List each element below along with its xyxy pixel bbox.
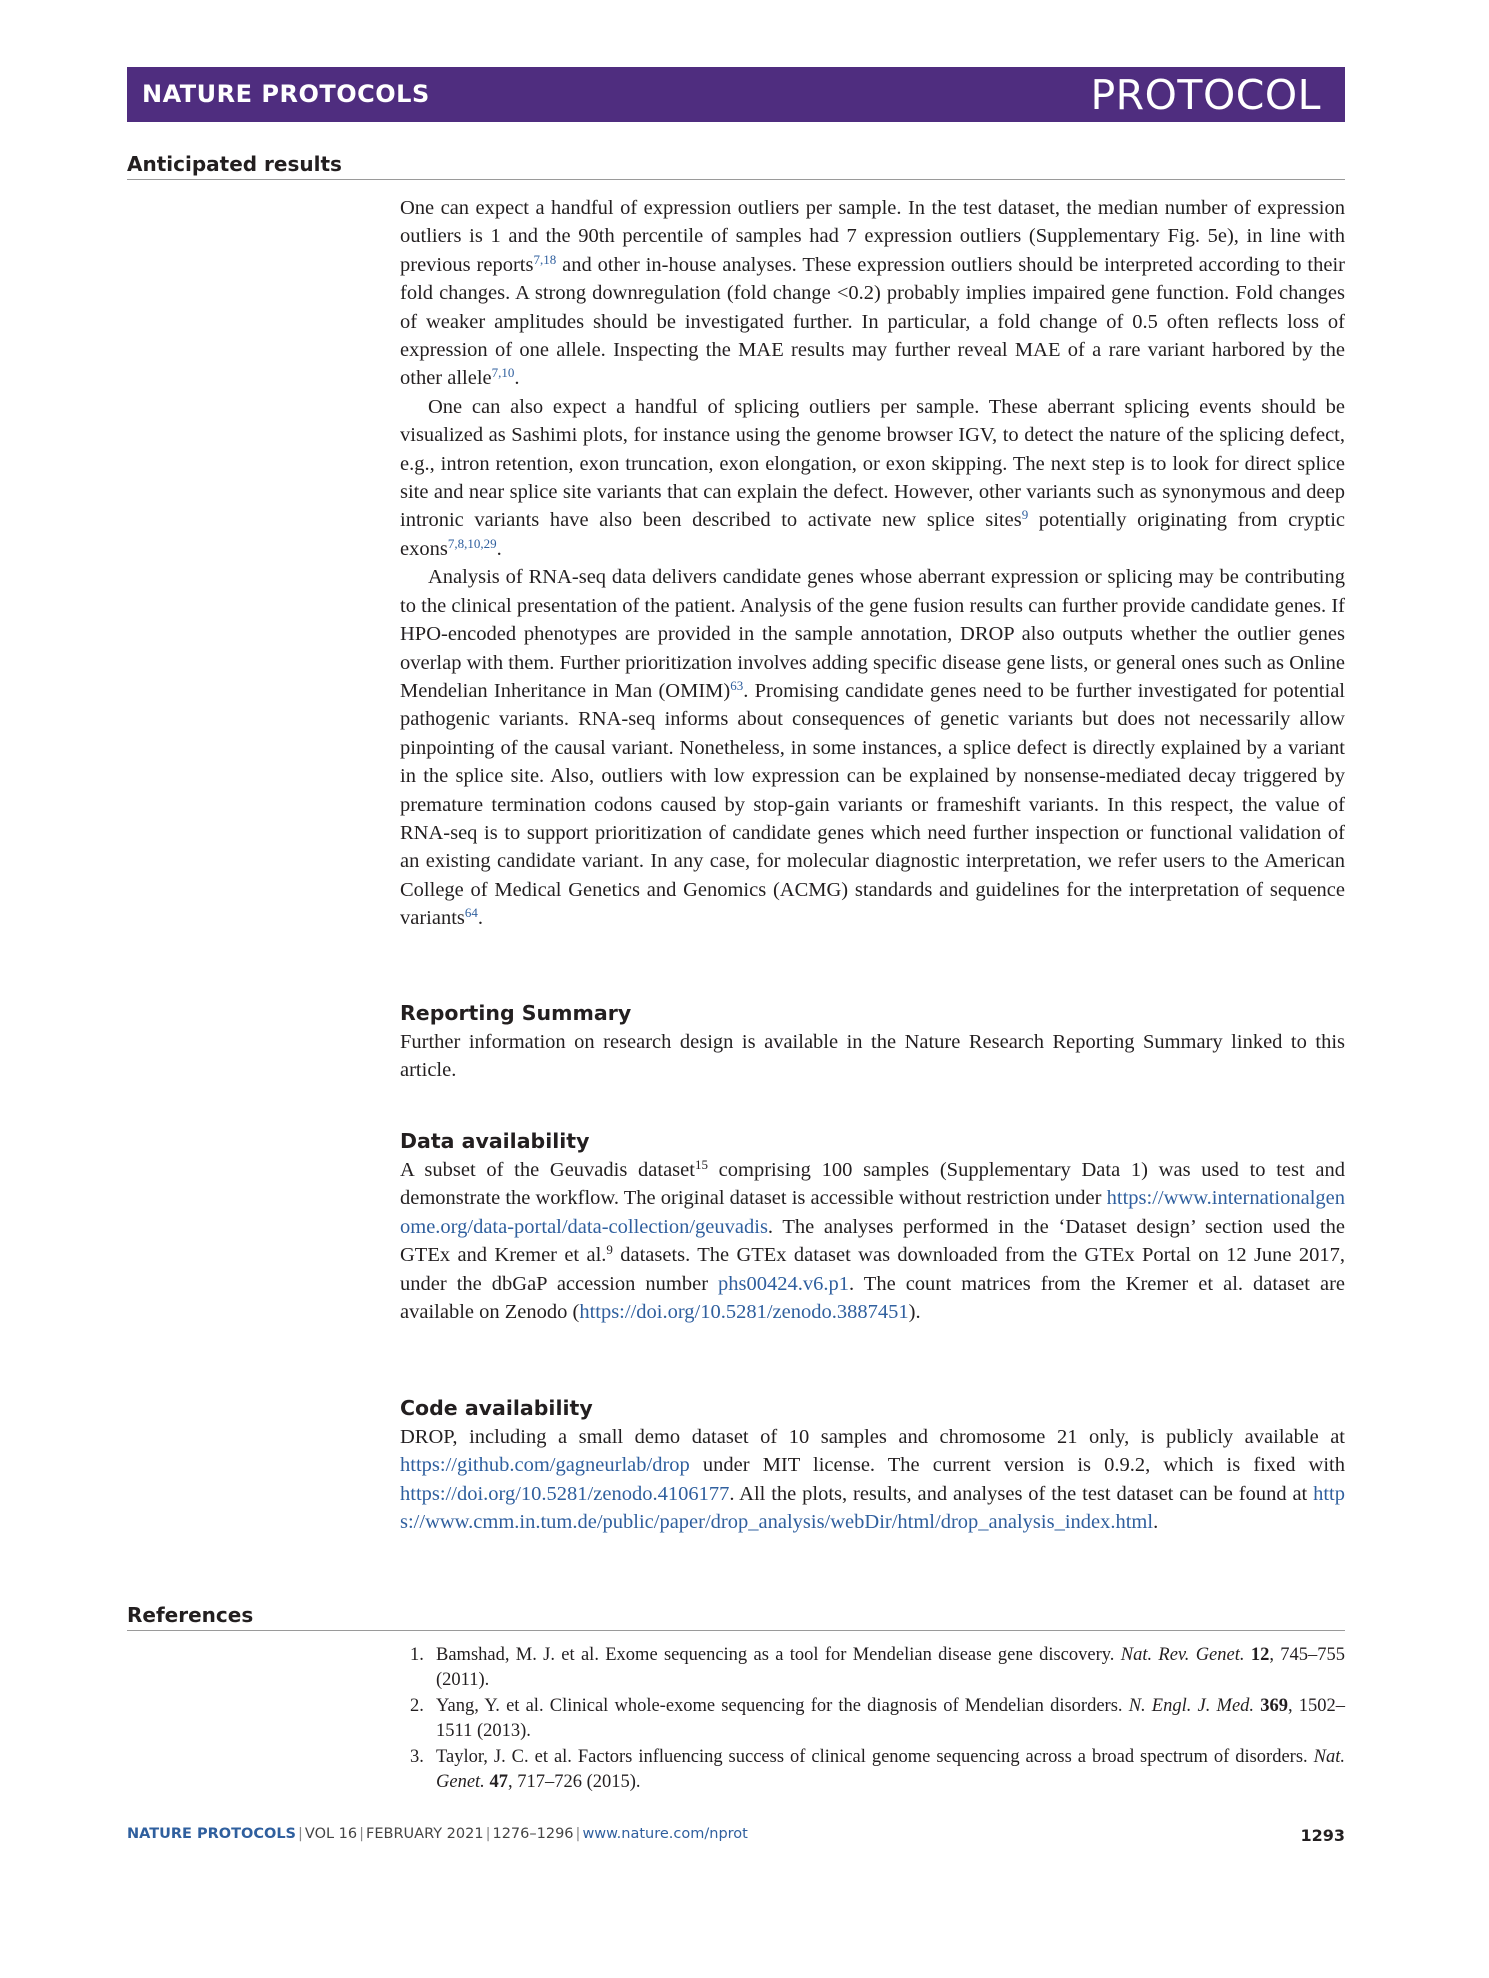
reporting-summary-section [400, 1001, 1345, 1085]
anticipated-results-body [400, 194, 1345, 933]
journal-name: NATURE PROTOCOLS [142, 80, 430, 108]
reporting-summary-heading: Reporting Summary [400, 1001, 632, 1025]
reference-item: 3. Taylor, J. C. et al. Factors influencing success of clinical genome sequencing across a broad spectrum of disorders. Nat. Genet. 47, 717–726 (2015). [410, 1747, 1345, 1792]
data-availability-section [400, 1129, 1345, 1326]
code-availability-heading: Code availability [400, 1396, 593, 1420]
reference-item: 1. Bamshad, M. J. et al. Exome sequencing as a tool for Mendelian disease gene discovery. Nat. Rev. Genet. 12, 745–755 (2011). [410, 1645, 1345, 1690]
anticipated-results-heading: Anticipated results [127, 152, 1345, 180]
references-list [410, 1643, 1345, 1796]
citation-link[interactable]: 7,8,10,29 [447, 535, 497, 551]
citation-link[interactable]: 9 [1021, 507, 1029, 523]
article-type: PROTOCOL [1090, 71, 1321, 119]
paragraph-splicing-outliers: One can also expect a handful of splicing outliers per sample. These aberrant splicing events should be visualized as Sashimi plots, for instance using the genome browser IGV, to detect the nature of the splicing defect, e.g., intron retention, exon truncation, exon elongation, or exon skipping. The next step is to look for direct splice site and near splice site variants that can explain the defect. However, other variants such as synonymous and deep intronic variants have also been described to activate new splice sites$^9$ potentially originating from cryptic exons$^{7,8,10,29}$. [400, 395, 1345, 560]
footer-volume: VOL 16 [304, 1826, 358, 1842]
page-footer: NATURE PROTOCOLS | VOL 16 | FEBRUARY 2021 | 1276–1296 | www.nature.com/nprot 1293 [127, 1826, 1345, 1845]
reference-item: 2. Yang, Y. et al. Clinical whole-exome sequencing for the diagnosis of Mendelian disorders. N. Engl. J. Med. 369, 1502–1511 (2013). [410, 1696, 1346, 1741]
dbgap-accession-link[interactable]: phs00424.v6.p1 [718, 1272, 850, 1295]
data-availability-text: A subset of the Geuvadis dataset$^{15}$ comprising 100 samples (Supplementary Data 1) was used to test and demonstrate the workflow. The original dataset is accessible without restriction under https://www.internationalgenome.org/data-portal/data-collection/geuvadis. The analyses performed in the ‘Dataset design’ section used the GTEx and Kremer et al.$^9$ datasets. The GTEx dataset was downloaded from the GTEx Portal on 12 June 2017, under the dbGaP accession number phs00424.v6.p1. The count matrices from the Kremer et al. dataset are available on Zenodo (https://doi.org/10.5281/zenodo.3887451). [400, 1157, 1346, 1324]
footer-url[interactable]: www.nature.com/nprot [582, 1826, 748, 1842]
footer-journal: NATURE PROTOCOLS [127, 1826, 297, 1842]
journal-header-bar [127, 67, 1345, 122]
zenodo-code-link[interactable]: https://doi.org/10.5281/zenodo.4106177 [400, 1482, 730, 1505]
references-heading: References [127, 1603, 1345, 1631]
paragraph-candidate-genes: Analysis of RNA-seq data delivers candidate genes whose aberrant expression or splicing may be contributing to the clinical presentation of the patient. Analysis of the gene fusion results can further provide candidate genes. If HPO-encoded phenotypes are provided in the sample annotation, DROP also outputs whether the outlier genes overlap with them. Further prioritization involves adding specific disease gene lists, or general ones such as Online Mendelian Inheritance in Man (OMIM)$^{63}$. Promising candidate genes need to be further investigated for potential pathogenic variants. RNA-seq informs about consequences of genetic variants but does not necessarily allow pinpointing of the causal variant. Nonetheless, in some instances, a splice defect is directly explained by a variant in the splice site. Also, outliers with low expression can be explained by nonsense-mediated decay triggered by premature termination codons caused by stop-gain variants or frameshift variants. In this respect, the value of RNA-seq is to support prioritization of candidate genes which need further inspection or functional validation of an existing candidate variant. In any case, for molecular diagnostic interpretation, we refer users to the American College of Medical Genetics and Genomics (ACMG) standards and guidelines for the interpretation of sequence variants$^{64}$. [400, 566, 1345, 930]
code-availability-section [400, 1396, 1345, 1537]
data-availability-heading: Data availability [400, 1129, 590, 1153]
citation-link[interactable]: 63 [730, 677, 744, 693]
geuvadis-link[interactable]: https://www.internationalgenome.org/data-portal/data-collection/geuvadis [400, 1187, 1345, 1238]
page-number: 1293 [1300, 1826, 1345, 1845]
citation-link[interactable]: 64 [464, 905, 478, 921]
footer-date: FEBRUARY 2021 [366, 1826, 484, 1842]
analysis-results-link[interactable]: https://www.cmm.in.tum.de/public/paper/drop_analysis/webDir/html/drop_analysis_index.html [400, 1482, 1345, 1534]
code-availability-text: DROP, including a small demo dataset of 10 samples and chromosome 21 only, is publicly available at https://github.com/gagneurlab/drop under MIT license. The current version is 0.9.2, which is fixed with https://doi.org/10.5281/zenodo.4106177. All the plots, results, and analyses of the test dataset can be found at https://www.cmm.in.tum.de/public/paper/drop_analysis/webDir/html/drop_analysis_index.html. [400, 1426, 1345, 1534]
zenodo-dataset-link[interactable]: https://doi.org/10.5281/zenodo.3887451 [579, 1301, 909, 1324]
reporting-summary-text: Further information on research design is available in the Nature Research Reporting Summary linked to this article. [400, 1031, 1345, 1082]
paragraph-expression-outliers: One can expect a handful of expression outliers per sample. In the test dataset, the median number of expression outliers is 1 and the 90th percentile of samples had 7 expression outliers (Supplementary Fig. 5e), in line with previous reports$^{7,18}$ and other in-house analyses. These expression outliers should be interpreted according to their fold changes. A strong downregulation (fold change <0.2) probably implies impaired gene function. Fold changes of weaker amplitudes should be investigated further. In particular, a fold change of 0.5 often reflects loss of expression of one allele. Inspecting the MAE results may further reveal MAE of a rare variant harbored by the other allele$^{7,10}$. [400, 197, 1345, 390]
citation-link[interactable]: 7,10 [491, 365, 515, 381]
footer-pages: 1276–1296 [492, 1826, 574, 1842]
citation-link[interactable]: 7,18 [533, 251, 557, 267]
github-link[interactable]: https://github.com/gagneurlab/drop [400, 1454, 690, 1477]
